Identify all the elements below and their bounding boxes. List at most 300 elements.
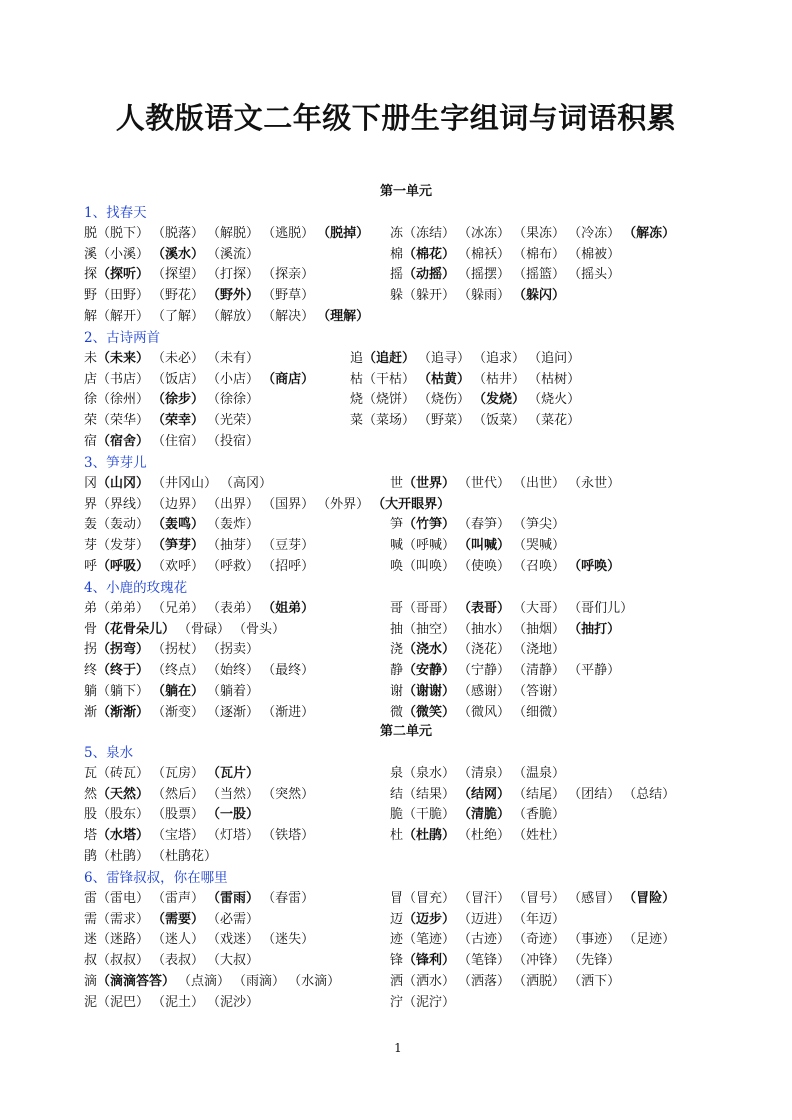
vocab-entry — [84, 472, 275, 491]
vocab-word: （呼救） — [207, 559, 260, 574]
vocab-entry — [350, 347, 583, 366]
vocab-word-bold: （未来） — [97, 350, 150, 366]
vocab-word: （洒落） — [458, 974, 511, 989]
vocab-char: 股 — [84, 807, 98, 823]
vocab-entry — [390, 513, 568, 532]
vocab-char: 脱 — [84, 225, 98, 241]
vocab-entry — [84, 222, 372, 241]
vocab-entry — [350, 409, 583, 428]
vocab-char: 抽 — [390, 621, 404, 637]
vocab-entry — [390, 638, 568, 657]
vocab-word: （杜鹃花） — [152, 849, 218, 864]
lesson-title: 2、古诗两首 — [84, 330, 161, 346]
vocab-word: （大叔） — [207, 953, 260, 969]
vocab-word: （迈进） — [458, 911, 511, 927]
vocab-char: 笋 — [390, 517, 404, 533]
vocab-char: 脆 — [390, 807, 404, 823]
vocab-entry — [84, 534, 317, 553]
vocab-word-bold: （表哥） — [458, 600, 511, 616]
vocab-char: 泞 — [390, 994, 404, 1010]
vocab-word: （外界） — [317, 496, 370, 512]
vocab-char: 躺 — [84, 684, 98, 699]
page-number: 1 — [394, 1041, 402, 1055]
vocab-word: （清静） — [513, 663, 566, 679]
vocab-word: （春笋） — [458, 517, 511, 533]
vocab-word-bold: （商店） — [262, 371, 315, 387]
vocab-word: （召唤） — [513, 559, 566, 574]
vocab-word: （结果） — [403, 786, 456, 802]
vocab-word: （点滴） — [178, 974, 231, 989]
vocab-char: 躲 — [390, 288, 404, 304]
vocab-char: 鹃 — [84, 849, 98, 864]
vocab-entry — [84, 762, 262, 781]
vocab-word: （渐变） — [152, 704, 205, 720]
vocab-word: （探望） — [152, 267, 205, 283]
vocab-word: （徐徐） — [207, 392, 260, 408]
vocab-word: （拐卖） — [207, 642, 260, 658]
vocab-word: （渐进） — [262, 704, 315, 720]
vocab-word-bold: （大开眼界） — [372, 496, 451, 512]
vocab-char: 喊 — [390, 538, 404, 554]
vocab-word-bold: （结网） — [458, 786, 511, 802]
vocab-entry — [390, 472, 623, 491]
vocab-entry — [390, 659, 623, 678]
vocab-entry — [390, 762, 568, 781]
vocab-char: 锋 — [390, 953, 404, 969]
vocab-word: （然后） — [152, 786, 205, 802]
vocab-word: （水滴） — [288, 974, 341, 989]
vocab-word-bold: （需要） — [152, 911, 205, 927]
vocab-word: （冒充） — [403, 890, 456, 906]
vocab-word: （追寻） — [418, 350, 471, 366]
vocab-entry — [84, 887, 317, 906]
vocab-entry — [390, 991, 458, 1010]
vocab-entry — [84, 928, 317, 947]
vocab-word: （砖瓦） — [97, 765, 150, 781]
vocab-word: （摇篮） — [513, 267, 566, 283]
lesson-title: 6、雷锋叔叔，你在哪里 — [84, 870, 228, 886]
vocab-word-bold: （躺在） — [152, 684, 205, 699]
vocab-word-bold: （理解） — [317, 309, 370, 324]
vocab-word: （泉水） — [403, 765, 456, 781]
vocab-char: 浇 — [390, 642, 404, 658]
vocab-word-bold: （冒险） — [623, 890, 676, 906]
vocab-entry — [84, 783, 317, 802]
vocab-word: （住宿） — [152, 434, 205, 449]
vocab-word: （始终） — [207, 663, 260, 679]
vocab-word-bold: （拐弯） — [97, 642, 150, 658]
vocab-entry — [390, 908, 568, 927]
vocab-word: （永世） — [568, 475, 621, 491]
vocab-word: （骨头） — [233, 621, 286, 637]
vocab-word: （界线） — [97, 496, 150, 512]
vocab-word: （探亲） — [262, 267, 315, 283]
vocab-entry — [390, 680, 568, 699]
vocab-word: （必需） — [207, 911, 260, 927]
vocab-entry — [84, 409, 262, 428]
vocab-entry — [390, 597, 636, 616]
unit-header: 第二单元 — [379, 724, 432, 739]
vocab-word: （解决） — [262, 309, 315, 324]
vocab-word: （终点） — [152, 663, 205, 679]
vocab-word: （冰冻） — [458, 225, 511, 241]
vocab-word: （事迹） — [568, 932, 621, 948]
vocab-word-bold: （水塔） — [97, 828, 150, 844]
vocab-word-bold: （追赶） — [363, 350, 416, 366]
vocab-char: 界 — [84, 496, 98, 512]
vocab-entry — [84, 513, 262, 532]
vocab-word-bold: （抽打） — [568, 621, 621, 637]
vocab-char: 然 — [84, 786, 98, 802]
vocab-word: （小溪） — [97, 246, 150, 262]
vocab-word: （雷声） — [152, 890, 205, 906]
vocab-word: （叫唤） — [403, 559, 456, 574]
vocab-word: （冷冻） — [568, 225, 621, 241]
lesson-title: 3、笋芽儿 — [84, 455, 147, 471]
vocab-word: （脱下） — [97, 225, 150, 241]
vocab-word: （国界） — [262, 496, 315, 512]
vocab-char: 洒 — [390, 974, 404, 989]
vocab-word: （未有） — [207, 350, 260, 366]
vocab-word: （逐渐） — [207, 704, 260, 720]
vocab-word: （奇迹） — [513, 932, 566, 948]
vocab-word: （徐州） — [97, 392, 150, 408]
vocab-word: （杜鹃） — [97, 849, 150, 864]
vocab-word-bold: （锋利） — [403, 953, 456, 969]
vocab-word: （迷失） — [262, 932, 315, 948]
vocab-word: （浇花） — [458, 642, 511, 658]
vocab-word: （摇摆） — [458, 267, 511, 283]
vocab-word-bold: （安静） — [403, 663, 456, 679]
vocab-word-bold: （呼吸） — [97, 559, 150, 574]
vocab-word: （泥泞） — [403, 994, 456, 1010]
vocab-entry — [390, 701, 568, 720]
vocab-word-bold: （滴滴答答） — [97, 974, 176, 989]
vocab-char: 解 — [84, 309, 98, 324]
vocab-word: （先锋） — [568, 953, 621, 969]
vocab-word: （世代） — [458, 475, 511, 491]
lesson-title: 4、小鹿的玫瑰花 — [84, 580, 188, 596]
vocab-word: （棉袄） — [458, 246, 511, 262]
vocab-word: （哥哥） — [403, 600, 456, 616]
vocab-word: （抽芽） — [207, 538, 260, 554]
vocab-word: （呼喊） — [403, 538, 456, 554]
vocab-word-bold: （浇水） — [403, 642, 456, 658]
vocab-word: （躲雨） — [458, 288, 511, 304]
vocab-word: （荣华） — [97, 413, 150, 429]
vocab-word-bold: （脱掉） — [317, 225, 370, 241]
vocab-word: （需求） — [97, 911, 150, 927]
vocab-entry — [390, 928, 678, 947]
vocab-word: （泥土） — [152, 994, 205, 1010]
vocab-word: （温泉） — [513, 765, 566, 781]
vocab-word: （足迹） — [623, 932, 676, 948]
vocab-char: 迹 — [390, 932, 404, 948]
vocab-word-bold: （溪水） — [152, 246, 205, 262]
vocab-entry — [390, 803, 568, 822]
vocab-word: （烧饼） — [363, 392, 416, 408]
vocab-word: （棉被） — [568, 246, 621, 262]
vocab-word: （香脆） — [513, 807, 566, 823]
vocab-word: （宁静） — [458, 663, 511, 679]
vocab-word: （使唤） — [458, 559, 511, 574]
vocab-entry — [84, 493, 453, 512]
vocab-word-bold: （山冈） — [97, 475, 150, 491]
vocab-word: （菜场） — [363, 413, 416, 429]
vocab-word-bold: （清脆） — [458, 807, 511, 823]
vocab-entry — [84, 368, 317, 387]
vocab-entry — [350, 368, 583, 387]
vocab-word: （感冒） — [568, 890, 621, 906]
vocab-word: （烧伤） — [418, 392, 471, 408]
vocab-word: （豆芽） — [262, 538, 315, 554]
vocab-word: （投宿） — [207, 434, 260, 449]
vocab-char: 弟 — [84, 600, 98, 616]
vocab-word: （饭菜） — [473, 413, 526, 429]
vocab-word-bold: （杜鹃） — [403, 828, 456, 844]
vocab-word-bold: （雷雨） — [207, 890, 260, 906]
vocab-entry — [390, 783, 678, 802]
vocab-word-bold: （荣幸） — [152, 413, 205, 429]
vocab-word: （感谢） — [458, 684, 511, 699]
vocab-word-bold: （笋芽） — [152, 538, 205, 554]
vocab-word: （干枯） — [363, 371, 416, 387]
vocab-char: 未 — [84, 350, 98, 366]
vocab-word: （出世） — [513, 475, 566, 491]
vocab-entry — [390, 824, 568, 843]
vocab-char: 呼 — [84, 559, 98, 574]
vocab-word: （迷人） — [152, 932, 205, 948]
vocab-char: 泥 — [84, 994, 98, 1010]
vocab-word-bold: （轰鸣） — [152, 517, 205, 533]
vocab-word: （果冻） — [513, 225, 566, 241]
vocab-char: 瓦 — [84, 765, 98, 781]
vocab-word: （杜绝） — [458, 828, 511, 844]
vocab-char: 徐 — [84, 392, 98, 408]
vocab-char: 野 — [84, 288, 98, 304]
vocab-char: 雷 — [84, 890, 98, 906]
vocab-word: （兄弟） — [152, 600, 205, 616]
vocab-word-bold: （迈步） — [403, 911, 456, 927]
vocab-word: （追问） — [528, 350, 581, 366]
vocab-word: （拐杖） — [152, 642, 205, 658]
vocab-word-bold: （天然） — [97, 786, 150, 802]
vocab-word: （雨滴） — [233, 974, 286, 989]
vocab-word: （井冈山） — [152, 475, 218, 491]
vocab-char: 微 — [390, 704, 404, 720]
vocab-word: （结尾） — [513, 786, 566, 802]
vocab-word-bold: （终于） — [97, 663, 150, 679]
vocab-word: （解脱） — [207, 225, 260, 241]
vocab-char: 滴 — [84, 974, 98, 989]
vocab-word: （冒汗） — [458, 890, 511, 906]
vocab-word: （冒号） — [513, 890, 566, 906]
lesson-title: 1、找春天 — [84, 205, 147, 221]
vocab-word: （干脆） — [403, 807, 456, 823]
vocab-entry — [390, 555, 623, 574]
vocab-entry — [84, 284, 317, 303]
vocab-char: 泉 — [390, 765, 404, 781]
vocab-word: （解放） — [207, 309, 260, 324]
vocab-char: 叔 — [84, 953, 98, 969]
vocab-word: （泥沙） — [207, 994, 260, 1010]
page-title: 人教版语文二年级下册生字组词与词语积累 — [115, 101, 677, 135]
vocab-entry — [390, 263, 623, 282]
vocab-entry — [84, 908, 262, 927]
vocab-word: （瓦房） — [152, 765, 205, 781]
vocab-word: （大哥） — [513, 600, 566, 616]
vocab-word-bold: （叫喊） — [458, 538, 511, 554]
vocab-word: （溪流） — [207, 246, 260, 262]
vocab-char: 唤 — [390, 559, 404, 574]
vocab-word: （哥们儿） — [568, 600, 634, 616]
vocab-word: （书店） — [97, 371, 150, 387]
vocab-word: （边界） — [152, 496, 205, 512]
vocab-word: （古迹） — [458, 932, 511, 948]
vocab-word: （股东） — [97, 807, 150, 823]
vocab-word: （团结） — [568, 786, 621, 802]
vocab-word: （棉布） — [513, 246, 566, 262]
vocab-entry — [390, 534, 568, 553]
vocab-word: （年迈） — [513, 911, 566, 927]
vocab-char: 冒 — [390, 890, 404, 906]
vocab-word: （野菜） — [418, 413, 471, 429]
vocab-char: 哥 — [390, 600, 404, 616]
vocab-entry — [84, 555, 317, 574]
vocab-word: （平静） — [568, 663, 621, 679]
vocab-word: （轰炸） — [207, 517, 260, 533]
vocab-entry — [84, 991, 262, 1010]
vocab-word: （招呼） — [262, 559, 315, 574]
vocab-word: （浇地） — [513, 642, 566, 658]
vocab-word: （冲锋） — [513, 953, 566, 969]
vocab-char: 棉 — [390, 246, 404, 262]
vocab-word: （抽烟） — [513, 621, 566, 637]
vocab-entry — [390, 949, 623, 968]
vocab-word: （笔迹） — [403, 932, 456, 948]
vocab-word: （抽水） — [458, 621, 511, 637]
vocab-entry — [390, 243, 623, 262]
vocab-word: （躺下） — [97, 684, 150, 699]
vocab-word: （洒脱） — [513, 974, 566, 989]
vocab-char: 烧 — [350, 392, 364, 408]
vocab-word-bold: （探听） — [97, 267, 150, 283]
vocab-char: 静 — [390, 663, 404, 679]
vocab-entry — [84, 430, 262, 449]
vocab-word: （姓杜） — [513, 828, 566, 844]
vocab-char: 骨 — [84, 621, 98, 637]
vocab-char: 终 — [84, 663, 98, 679]
vocab-word: （烧火） — [528, 392, 581, 408]
vocab-entry — [84, 949, 262, 968]
vocab-char: 渐 — [84, 704, 98, 720]
vocab-word: （解开） — [97, 309, 150, 324]
vocab-word: （突然） — [262, 786, 315, 802]
vocab-word-bold: （解冻） — [623, 225, 676, 241]
vocab-word: （雷电） — [97, 890, 150, 906]
vocab-entry — [84, 263, 317, 282]
vocab-word: （铁塔） — [262, 828, 315, 844]
vocab-word: （光荣） — [207, 413, 260, 429]
vocab-word: （欢呼） — [152, 559, 205, 574]
vocab-word: （表弟） — [207, 600, 260, 616]
vocab-word: （洒下） — [568, 974, 621, 989]
vocab-word: （枯树） — [528, 371, 581, 387]
vocab-entry — [84, 243, 262, 262]
vocab-char: 宿 — [84, 434, 98, 449]
vocab-word: （轰动） — [97, 517, 150, 533]
vocab-char: 溪 — [84, 246, 98, 262]
vocab-word: （躲开） — [403, 288, 456, 304]
vocab-word: （出界） — [207, 496, 260, 512]
vocab-word-bold: （躲闪） — [513, 288, 566, 304]
vocab-word-bold: （世界） — [403, 475, 456, 491]
vocab-char: 轰 — [84, 517, 98, 533]
vocab-word: （未必） — [152, 350, 205, 366]
vocab-word-bold: （姐弟） — [262, 600, 315, 616]
vocab-word-bold: （竹笋） — [403, 517, 456, 533]
vocab-word: （笔锋） — [458, 953, 511, 969]
vocab-char: 荣 — [84, 413, 98, 429]
vocab-word-bold: （徐步） — [152, 392, 205, 408]
vocab-word: （细微） — [513, 704, 566, 720]
vocab-char: 冻 — [390, 225, 404, 241]
vocab-word: （菜花） — [528, 413, 581, 429]
vocab-entry — [84, 824, 317, 843]
vocab-word: （股票） — [152, 807, 205, 823]
vocab-word: （叔叔） — [97, 953, 150, 969]
vocab-word: （总结） — [623, 786, 676, 802]
vocab-word: （了解） — [152, 309, 205, 324]
vocab-word-bold: （一股） — [207, 807, 260, 823]
vocab-char: 迷 — [84, 932, 98, 948]
vocab-word-bold: （呼唤） — [568, 559, 621, 574]
vocab-char: 世 — [390, 475, 404, 491]
vocab-word: （答谢） — [513, 684, 566, 699]
vocab-word-bold: （枯黄） — [418, 371, 471, 387]
vocab-char: 结 — [390, 786, 404, 802]
vocab-char: 店 — [84, 371, 98, 387]
vocab-word-bold: （花骨朵儿） — [97, 621, 176, 637]
vocab-char: 芽 — [84, 538, 98, 554]
vocab-word: （脱落） — [152, 225, 205, 241]
vocab-char: 冈 — [84, 475, 98, 491]
vocab-word: （最终） — [262, 663, 315, 679]
vocab-word: （洒水） — [403, 974, 456, 989]
vocab-word: （笋尖） — [513, 517, 566, 533]
vocab-word-bold: （渐渐） — [97, 704, 150, 720]
vocab-char: 迈 — [390, 911, 404, 927]
vocab-word: （清泉） — [458, 765, 511, 781]
vocab-entry — [390, 284, 568, 303]
vocab-entry — [84, 803, 262, 822]
vocab-entry — [84, 680, 262, 699]
vocab-entry — [84, 970, 343, 989]
vocab-word: （当然） — [207, 786, 260, 802]
vocab-entry — [350, 388, 583, 407]
vocab-char: 谢 — [390, 684, 404, 699]
vocab-word: （小店） — [207, 371, 260, 387]
vocab-char: 塔 — [84, 828, 98, 844]
vocab-word: （迷路） — [97, 932, 150, 948]
vocab-word: （饭店） — [152, 371, 205, 387]
vocab-word: （表叔） — [152, 953, 205, 969]
vocab-entry — [84, 701, 317, 720]
vocab-word: （枯井） — [473, 371, 526, 387]
vocab-char: 摇 — [390, 267, 404, 283]
vocab-word: （微风） — [458, 704, 511, 720]
vocab-word: （摇头） — [568, 267, 621, 283]
